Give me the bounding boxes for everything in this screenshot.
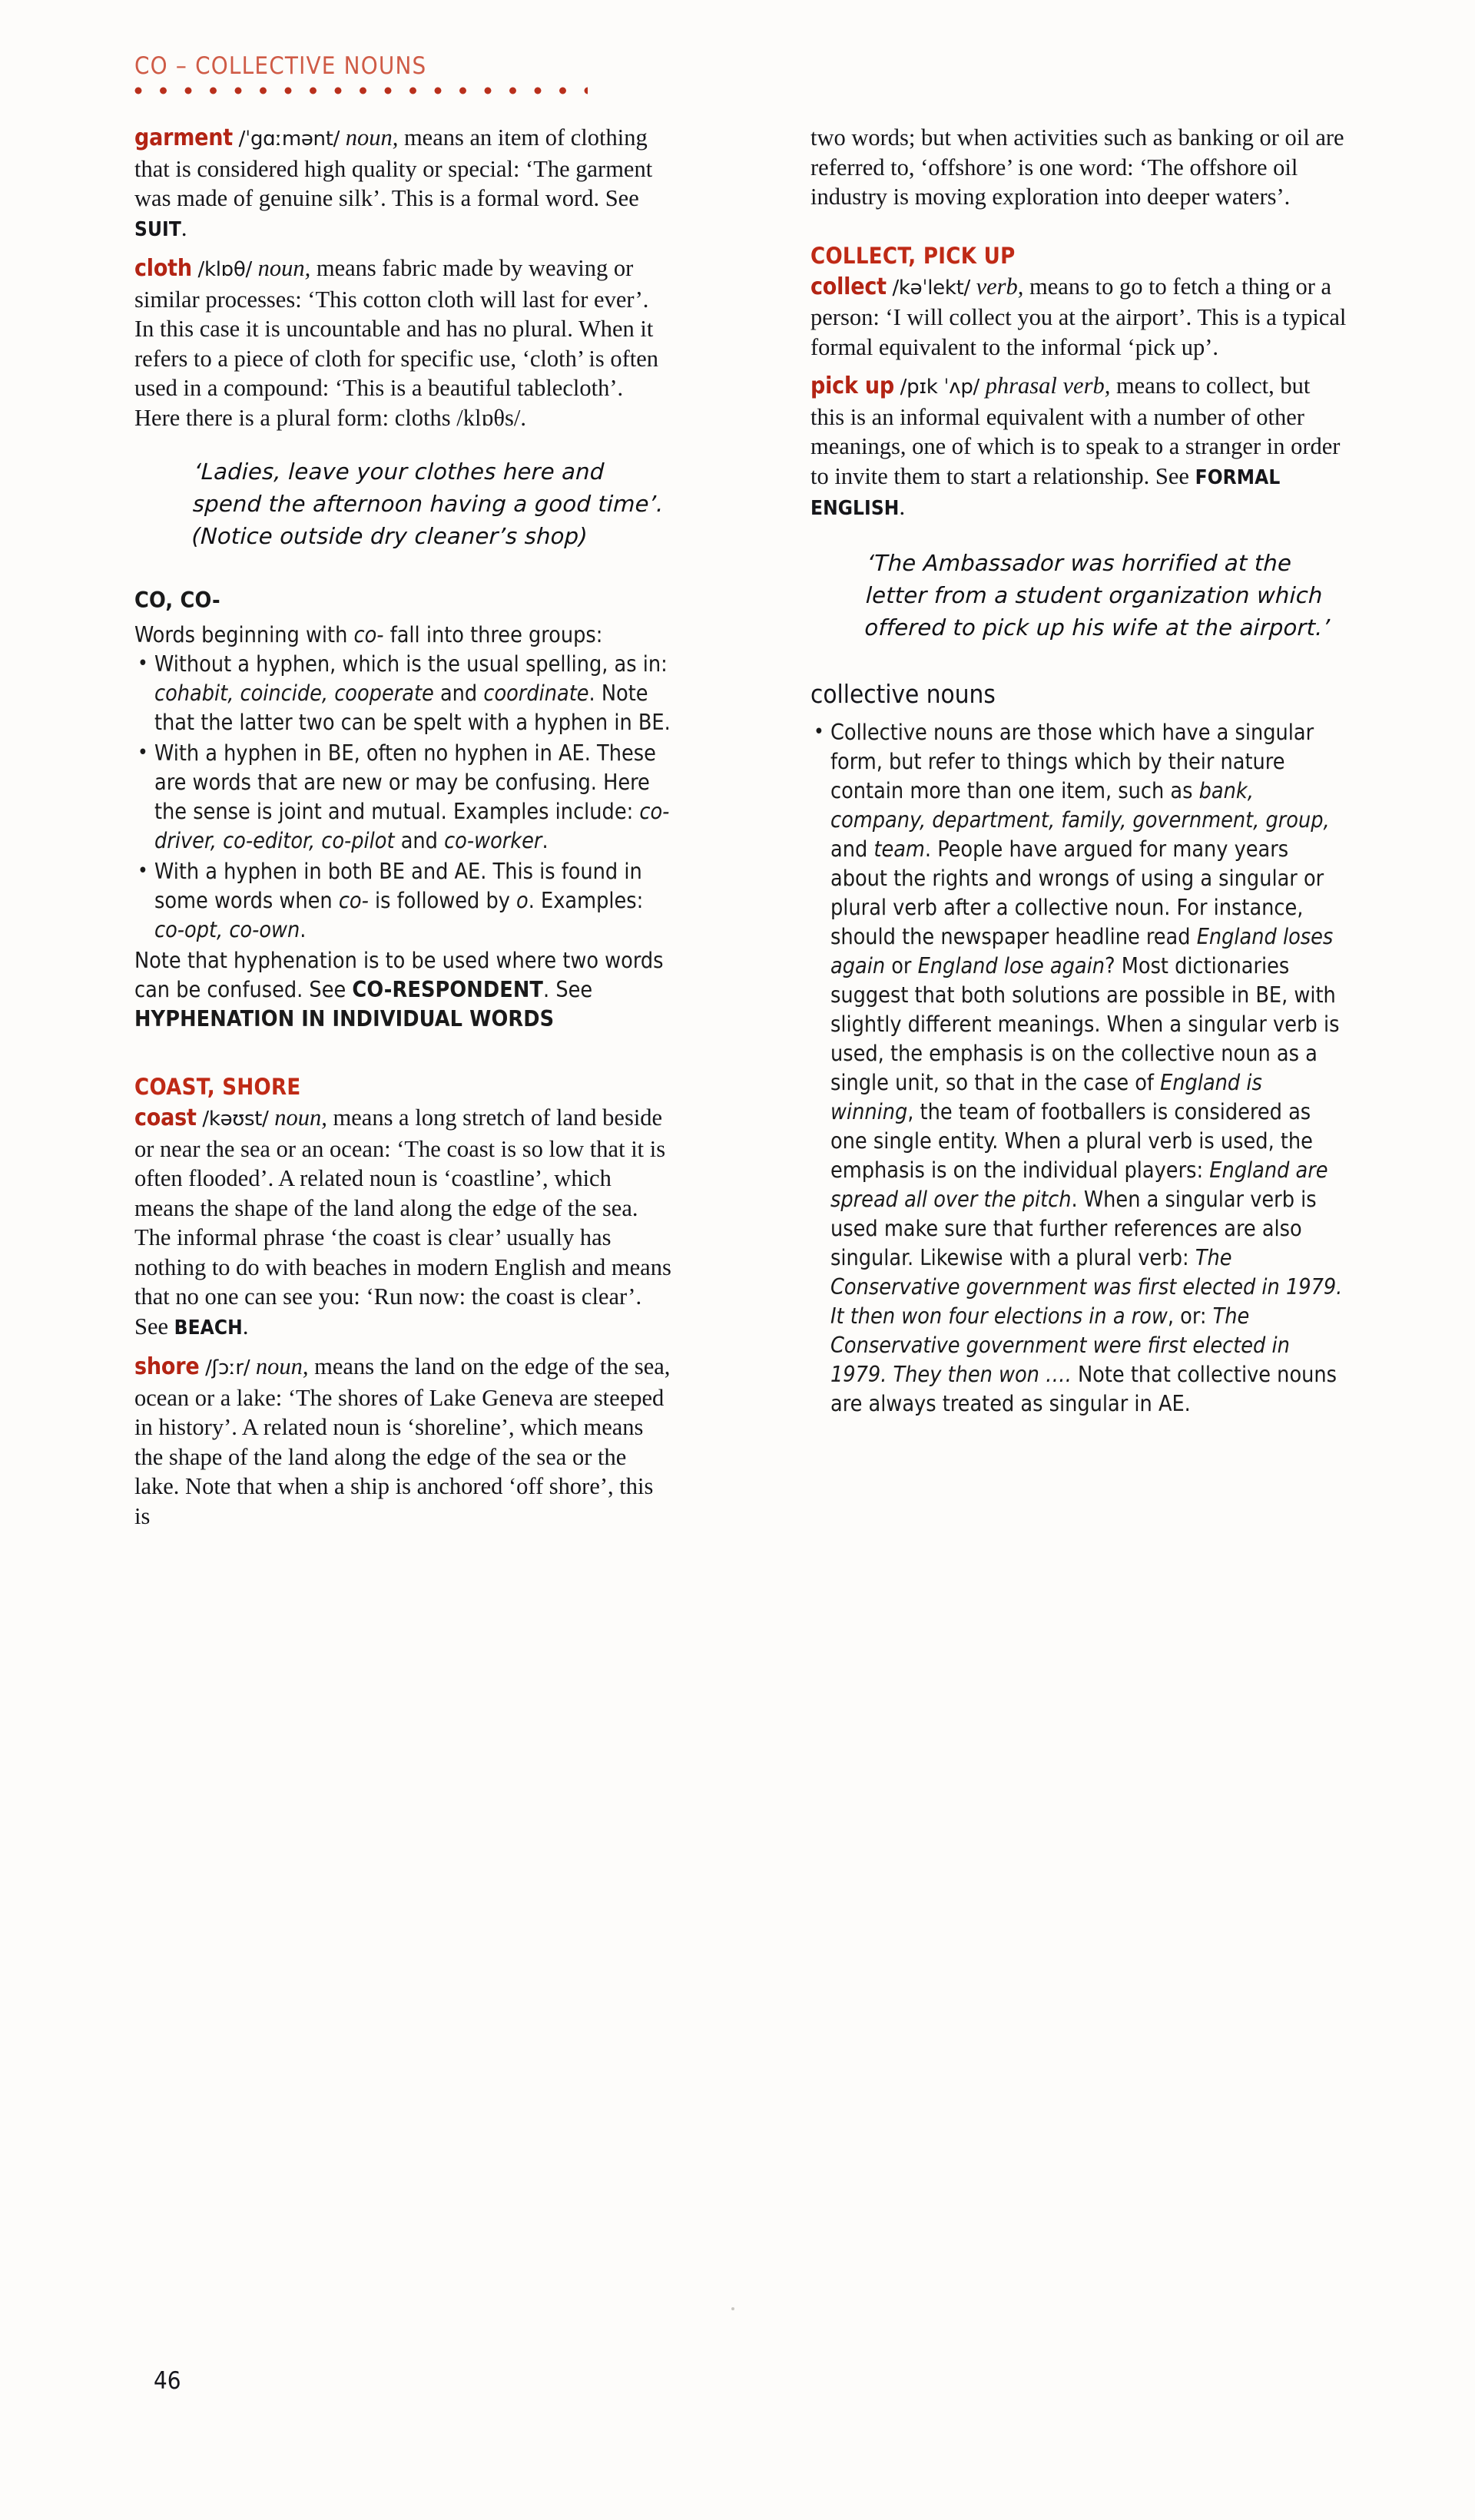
entry-coast bbox=[134, 1103, 672, 1343]
definition-cloth: means fabric made by weaving or similar processes: ‘This cotton cloth will last for ever’. In this case it is uncountable and has no plural. When it refers to a piece of cloth for specific use, ‘cloth’ is often used in a compound: ‘This is a beautiful tablecloth’. Here there is a plural form: cloths /klɒθs/. bbox=[134, 255, 659, 431]
cn-italic4: England lose again bbox=[917, 952, 1105, 979]
entry-garment bbox=[134, 123, 672, 244]
spacer bbox=[134, 574, 672, 588]
pos-coast: noun, bbox=[274, 1104, 327, 1131]
phonetic-pick-up: /pɪk ˈʌp/ bbox=[900, 376, 980, 399]
cn-text9: Note that collective nouns are always treated as singular in AE. bbox=[830, 1361, 1337, 1416]
phonetic-cloth: /klɒθ/ bbox=[197, 258, 252, 281]
bullet2-italic1: co-driver, co-editor, co-pilot bbox=[154, 799, 670, 853]
bullet1-text1: Without a hyphen, which is the usual spelling, as in: bbox=[154, 651, 668, 677]
phonetic-garment: /ˈgɑːmənt/ bbox=[238, 127, 340, 151]
bullet2-text1: With a hyphen in BE, often no hyphen in AE. These are words that are new or may be confusing. Here the sense is joint and mutual. Examples include: bbox=[154, 740, 656, 824]
definition-collect: means to go to fetch a thing or a person: ‘I will collect you at the airport’. This is a typical formal equivalent to the informal ‘pick up’. bbox=[810, 273, 1347, 360]
bullet3-italic3: co-opt, co-own bbox=[154, 917, 300, 942]
spacer bbox=[810, 217, 1348, 243]
headword-coast: coast bbox=[134, 1104, 197, 1131]
xref-co-respondent: CO-RESPONDENT bbox=[352, 977, 544, 1002]
heading-collect-pick-up: COLLECT, PICK UP bbox=[810, 242, 1016, 269]
cn-text1: Collective nouns are those which have a singular form, but refer to things which by their nature contain more than one item, such as bbox=[830, 719, 1314, 803]
definition-coast: means a long stretch of land beside or near the sea or an ocean: ‘The coast is so low that it is often flooded’. A related noun is ‘coastline’, which means the shape of the land along the edge of the sea. The informal phrase ‘the coast is clear’ usually has nothing to do with beaches in modern English and means that no one can see you: ‘Run now: the coast is clear’. See bbox=[134, 1104, 671, 1339]
definition-pick-up: means to collect, but this is an informal equivalent with a number of other meanings, one of which is to speak to a stranger in order to invite them to start a relationship. See bbox=[810, 373, 1341, 489]
right-column bbox=[810, 123, 1348, 1420]
bullet2-italic2: co-worker bbox=[444, 828, 542, 853]
pos-cloth: noun, bbox=[257, 255, 311, 281]
bullet3-text4: . bbox=[300, 917, 307, 942]
co-intro-italic: co- bbox=[353, 622, 384, 647]
bullet3-italic2: o bbox=[516, 888, 529, 913]
cn-italic6: England are spread all over the pitch bbox=[830, 1157, 1328, 1212]
bullet3-text3: . Examples: bbox=[528, 888, 644, 913]
bullet2-text3: . bbox=[542, 828, 549, 853]
cn-text3: . People have argued for many years about the rights and wrongs of using a singular or plural verb after a collective noun. For instance, should the newspaper headline read bbox=[830, 836, 1324, 949]
xref-suit: SUIT bbox=[134, 217, 181, 241]
headword-cloth: cloth bbox=[134, 255, 192, 282]
cn-italic1: bank, company, department, family, government, group, bbox=[830, 777, 1330, 833]
co-note bbox=[134, 946, 672, 1034]
quote-dry-cleaner: ‘Ladies, leave your clothes here and spend the afternoon having a good time’. (Notice outside dry cleaner’s shop) bbox=[191, 459, 665, 549]
cn-text7: . When a singular verb is used make sure that further references are also singular. Likewise with a plural verb: bbox=[830, 1186, 1317, 1270]
co-intro bbox=[134, 621, 672, 650]
running-head bbox=[134, 52, 1364, 95]
pos-collect: verb, bbox=[976, 273, 1024, 300]
bullet3-text1: With a hyphen in both BE and AE. This is found in some words when bbox=[154, 859, 642, 913]
collective-nouns-list bbox=[810, 718, 1348, 1419]
headword-shore: shore bbox=[134, 1353, 200, 1380]
quote-ambassador: ‘The Ambassador was horrified at the letter from a student organization which offered to pick up his wife at the airport.’ bbox=[863, 549, 1331, 641]
pos-garment: noun, bbox=[345, 124, 399, 151]
bullet3-text2: is followed by bbox=[368, 888, 517, 913]
cn-italic2: team bbox=[873, 836, 925, 862]
bullet1-italic2: coordinate bbox=[483, 680, 589, 706]
co-note-middle: . See bbox=[543, 977, 593, 1002]
page-number: 46 bbox=[154, 2367, 181, 2395]
definition-shore: means the land on the edge of the sea, ocean or a lake: ‘The shores of Lake Geneva are steeped in history’. A related noun is ‘shoreline’, which means the shape of the land along the edge of the sea or the lake. Note that when a ship is anchored ‘off shore’, this is bbox=[134, 1353, 671, 1529]
xref-hyphenation: HYPHENATION IN INDIVIDUAL WORDS bbox=[134, 1006, 555, 1032]
cn-text5: ? Most dictionaries suggest that both solutions are possible in BE, with slightly different meanings. When a singular verb is used, the emphasis is on the collective noun as a single unit, so that in the case of bbox=[830, 952, 1340, 1095]
phonetic-collect: /kəˈlekt/ bbox=[892, 276, 970, 300]
print-speck bbox=[731, 2307, 734, 2310]
bullet1-text2: and bbox=[433, 680, 484, 706]
left-column bbox=[134, 123, 672, 1535]
cn-italic3: England loses again bbox=[830, 923, 1334, 979]
pos-pick-up: phrasal verb, bbox=[985, 373, 1111, 399]
co-intro-after: fall into three groups: bbox=[383, 622, 603, 647]
shore-continuation: two words; but when activities such as banking or oil are referred to, ‘offshore’ is one word: ‘The offshore oil industry is moving exploration into deeper waters’. bbox=[810, 124, 1344, 210]
co-bullet-list bbox=[134, 650, 672, 945]
definition-garment-tail: . bbox=[181, 214, 187, 241]
bullet3-italic1: co- bbox=[338, 888, 369, 913]
co-note-before: Note that hyphenation is to be used where two words can be confused. See bbox=[134, 948, 664, 1002]
entry-collect bbox=[810, 272, 1348, 363]
cn-text8: , or: bbox=[1167, 1303, 1213, 1329]
xref-beach: BEACH bbox=[174, 1316, 243, 1339]
spacer bbox=[810, 665, 1348, 679]
definition-coast-tail: . bbox=[242, 1313, 249, 1339]
spacer bbox=[134, 1034, 672, 1074]
pos-shore: noun, bbox=[255, 1353, 309, 1379]
cn-text2: and bbox=[830, 836, 874, 862]
heading-coast-shore: COAST, SHORE bbox=[134, 1074, 301, 1100]
bullet1-text3: . Note that the latter two can be spelt with a hyphen in BE. bbox=[154, 680, 671, 735]
bullet2-text2: and bbox=[394, 828, 445, 853]
headword-collect: collect bbox=[810, 273, 887, 300]
running-head-title: CO – COLLECTIVE NOUNS bbox=[134, 52, 427, 80]
dotted-rule bbox=[134, 87, 588, 95]
entry-cloth bbox=[134, 253, 672, 432]
cn-text6: , the team of footballers is considered as one single entity. When a plural verb is used, the emphasis is on the individual players: bbox=[830, 1098, 1313, 1183]
definition-pick-up-tail: . bbox=[899, 494, 906, 520]
xref-formal-english: FORMAL ENGLISH bbox=[810, 465, 1281, 520]
headword-garment: garment bbox=[134, 124, 234, 151]
list-item bbox=[134, 857, 672, 945]
list-item bbox=[810, 718, 1348, 1419]
phonetic-shore: /ʃɔːr/ bbox=[205, 1356, 250, 1379]
co-intro-before: Words beginning with bbox=[134, 622, 354, 647]
entry-pick-up bbox=[810, 371, 1348, 524]
heading-co-co: CO, CO- bbox=[134, 588, 220, 613]
cn-italic5: England is winning bbox=[830, 1069, 1262, 1124]
definition-garment: means an item of clothing that is considered high quality or special: ‘The garment was made of genuine silk’. This is a formal word. See bbox=[134, 124, 653, 211]
cn-text4: or bbox=[885, 952, 918, 979]
entry-shore bbox=[134, 1352, 672, 1531]
bullet1-italic1: cohabit, coincide, cooperate bbox=[154, 680, 434, 706]
phonetic-coast: /kəʊst/ bbox=[202, 1108, 269, 1131]
heading-collective-nouns: collective nouns bbox=[810, 678, 996, 709]
cn-italic8: The Conservative government were first elected in 1979. They then won …. bbox=[830, 1303, 1290, 1387]
list-item bbox=[134, 650, 672, 737]
headword-pick-up: pick up bbox=[810, 373, 895, 399]
cn-italic7: The Conservative government was first elected in 1979. It then won four elections in a row bbox=[830, 1244, 1343, 1329]
list-item bbox=[134, 739, 672, 856]
